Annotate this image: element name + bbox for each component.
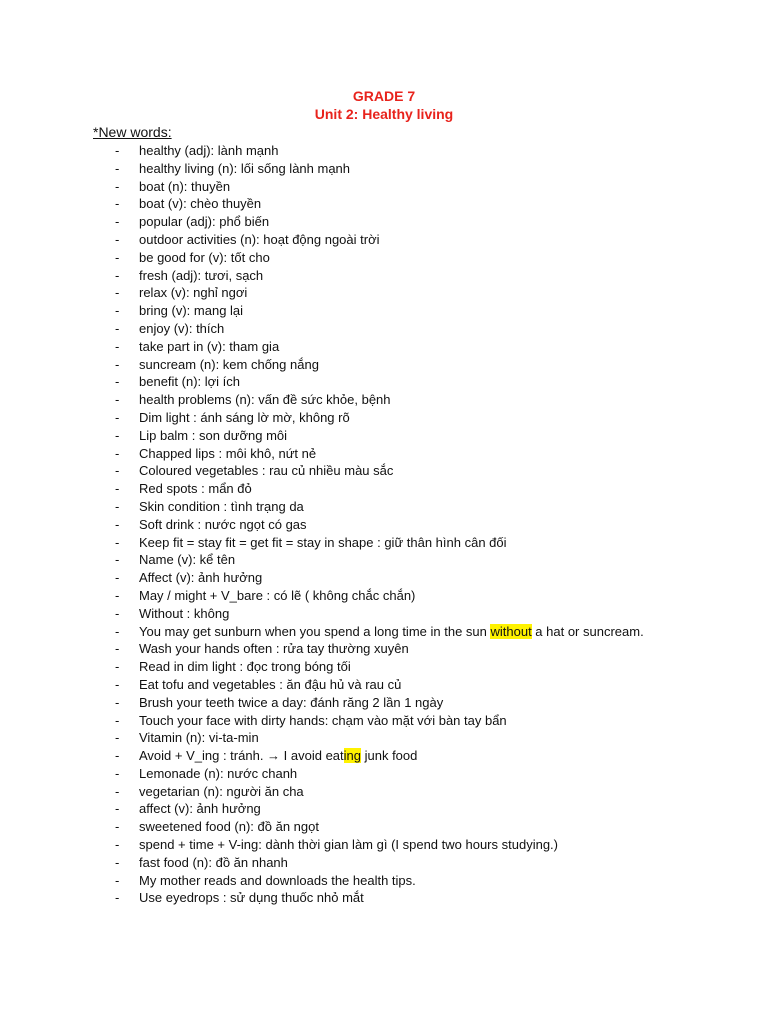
vocab-entry: vegetarian (n): người ăn cha (139, 783, 304, 799)
list-item (0, 623, 768, 641)
bullet-dash: - (115, 587, 120, 603)
vocab-entry: Lip balm : son dưỡng môi (139, 427, 288, 443)
bullet-dash: - (115, 427, 120, 443)
vocab-entry: popular (adj): phổ biến (139, 214, 270, 230)
vocab-entry: Skin condition : tình trạng da (139, 498, 304, 514)
entry-text-before: Avoid + V_ing : tránh. → I avoid eat (139, 748, 344, 764)
bullet-dash: - (115, 392, 120, 408)
list-item (0, 249, 768, 267)
vocab-entry: Name (v): kể tên (139, 552, 236, 568)
list-item (0, 338, 768, 356)
list-item (0, 391, 768, 409)
entry-text-before: You may get sunburn when you spend a long time in the sun (139, 623, 491, 639)
list-item (0, 427, 768, 445)
bullet-dash: - (115, 641, 120, 657)
list-item (0, 320, 768, 338)
grade-heading: GRADE 7 (352, 88, 416, 104)
bullet-dash: - (115, 178, 120, 194)
vocab-entry: affect (v): ảnh hưởng (139, 801, 261, 817)
vocab-entry: be good for (v): tốt cho (139, 249, 270, 265)
vocab-entry: Eat tofu and vegetables : ăn đậu hủ và rau củ (139, 676, 402, 692)
section-title: *New words: (93, 124, 172, 140)
bullet-dash: - (115, 249, 120, 265)
list-item (0, 409, 768, 427)
vocabulary-list (0, 142, 768, 907)
vocab-entry: Use eyedrops : sử dụng thuốc nhỏ mắt (139, 890, 364, 906)
list-item (0, 658, 768, 676)
list-item (0, 889, 768, 907)
bullet-dash: - (115, 819, 120, 835)
bullet-dash: - (115, 356, 120, 372)
vocab-entry: fast food (n): đồ ăn nhanh (139, 854, 288, 870)
vocab-entry: enjoy (v): thích (139, 320, 225, 336)
list-item (0, 640, 768, 658)
bullet-dash: - (115, 765, 120, 781)
list-item (0, 356, 768, 374)
vocab-entry: Lemonade (n): nước chanh (139, 765, 298, 781)
bullet-dash: - (115, 196, 120, 212)
vocab-entry: bring (v): mang lại (139, 303, 244, 319)
bullet-dash: - (115, 481, 120, 497)
list-item (0, 534, 768, 552)
vocab-entry: Without : không (139, 605, 230, 621)
bullet-dash: - (115, 409, 120, 425)
vocab-entry: Chapped lips : môi khô, nứt nẻ (139, 445, 317, 461)
vocab-entry: health problems (n): vấn đề sức khỏe, bệnh (139, 392, 391, 408)
bullet-dash: - (115, 338, 120, 354)
bullet-dash: - (115, 516, 120, 532)
list-item (0, 516, 768, 534)
vocab-entry: boat (n): thuyền (139, 178, 231, 194)
vocab-entry: Wash your hands often : rửa tay thường xuyên (139, 641, 409, 657)
vocab-entry: Vitamin (n): vi-ta-min (139, 730, 259, 746)
list-item (0, 284, 768, 302)
vocab-entry-highlighted (139, 623, 675, 641)
list-item (0, 694, 768, 712)
bullet-dash: - (115, 374, 120, 390)
list-item (0, 676, 768, 694)
list-item (0, 800, 768, 818)
bullet-dash: - (115, 570, 120, 586)
list-item (0, 480, 768, 498)
bullet-dash: - (115, 160, 120, 176)
list-item (0, 498, 768, 516)
list-item (0, 836, 768, 854)
bullet-dash: - (115, 730, 120, 746)
list-item (0, 213, 768, 231)
vocab-entry: Dim light : ánh sáng lờ mờ, không rõ (139, 409, 350, 425)
bullet-dash: - (115, 783, 120, 799)
vocab-entry: Affect (v): ảnh hưởng (139, 570, 263, 586)
list-item (0, 872, 768, 890)
vocab-entry: May / might + V_bare : có lẽ ( không chắc chắn) (139, 587, 416, 603)
vocab-entry: sweetened food (n): đồ ăn ngọt (139, 819, 319, 835)
bullet-dash: - (115, 267, 120, 283)
vocab-entry: take part in (v): tham gia (139, 338, 280, 354)
entry-text-after: a hat or suncream. (531, 623, 644, 639)
bullet-dash: - (115, 463, 120, 479)
list-item (0, 569, 768, 587)
bullet-dash: - (115, 320, 120, 336)
vocab-entry: suncream (n): kem chống nắng (139, 356, 319, 372)
list-item (0, 302, 768, 320)
highlighted-text: without (490, 623, 532, 639)
bullet-dash: - (115, 872, 120, 888)
bullet-dash: - (115, 854, 120, 870)
bullet-dash: - (115, 694, 120, 710)
bullet-dash: - (115, 837, 120, 853)
list-item (0, 765, 768, 783)
bullet-dash: - (115, 801, 120, 817)
bullet-dash: - (115, 231, 120, 247)
list-item (0, 267, 768, 285)
list-item (0, 445, 768, 463)
list-item (0, 729, 768, 747)
list-item (0, 551, 768, 569)
bullet-dash: - (115, 552, 120, 568)
bullet-dash: - (115, 676, 120, 692)
bullet-dash: - (115, 143, 120, 158)
bullet-dash: - (115, 605, 120, 621)
vocab-entry-highlighted (139, 747, 675, 765)
bullet-dash: - (115, 623, 120, 639)
list-item (0, 142, 768, 160)
list-item (0, 747, 768, 765)
vocab-entry: My mother reads and downloads the health tips. (139, 872, 416, 888)
bullet-dash: - (115, 712, 120, 728)
list-item (0, 818, 768, 836)
list-item (0, 231, 768, 249)
vocab-entry: healthy (adj): lành mạnh (139, 143, 279, 158)
vocab-entry: Brush your teeth twice a day: đánh răng 2 lần 1 ngày (139, 694, 444, 710)
bullet-dash: - (115, 890, 120, 906)
bullet-dash: - (115, 214, 120, 230)
list-item (0, 854, 768, 872)
entry-text-after: junk food (361, 748, 418, 764)
vocab-entry: healthy living (n): lối sống lành mạnh (139, 160, 351, 176)
vocab-entry: Soft drink : nước ngọt có gas (139, 516, 307, 532)
list-item (0, 178, 768, 196)
vocab-entry: spend + time + V-ing: dành thời gian làm gì (I spend two hours studying.) (139, 837, 558, 853)
list-item (0, 160, 768, 178)
list-item (0, 462, 768, 480)
vocab-entry: fresh (adj): tươi, sạch (139, 267, 264, 283)
bullet-dash: - (115, 285, 120, 301)
vocab-entry: relax (v): nghỉ ngơi (139, 285, 248, 301)
vocab-entry: benefit (n): lợi ích (139, 374, 241, 390)
bullet-dash: - (115, 498, 120, 514)
vocab-entry: Read in dim light : đọc trong bóng tối (139, 659, 351, 675)
bullet-dash: - (115, 445, 120, 461)
bullet-dash: - (115, 659, 120, 675)
vocab-entry: Touch your face with dirty hands: chạm vào mặt với bàn tay bẩn (139, 712, 507, 728)
vocab-entry: boat (v): chèo thuyền (139, 196, 262, 212)
unit-heading: Unit 2: Healthy living (314, 106, 454, 122)
vocab-entry: Keep fit = stay fit = get fit = stay in shape : giữ thân hình cân đối (139, 534, 507, 550)
vocab-entry: Coloured vegetables : rau củ nhiều màu sắc (139, 463, 394, 479)
vocab-entry: Red spots : mẩn đỏ (139, 481, 252, 497)
vocab-entry: outdoor activities (n): hoạt động ngoài trời (139, 231, 380, 247)
list-item (0, 605, 768, 623)
list-item (0, 587, 768, 605)
list-item (0, 712, 768, 730)
list-item (0, 783, 768, 801)
bullet-dash: - (115, 303, 120, 319)
bullet-dash: - (115, 534, 120, 550)
list-item (0, 195, 768, 213)
highlighted-text: ing (343, 748, 361, 764)
bullet-dash: - (115, 748, 120, 764)
list-item (0, 373, 768, 391)
